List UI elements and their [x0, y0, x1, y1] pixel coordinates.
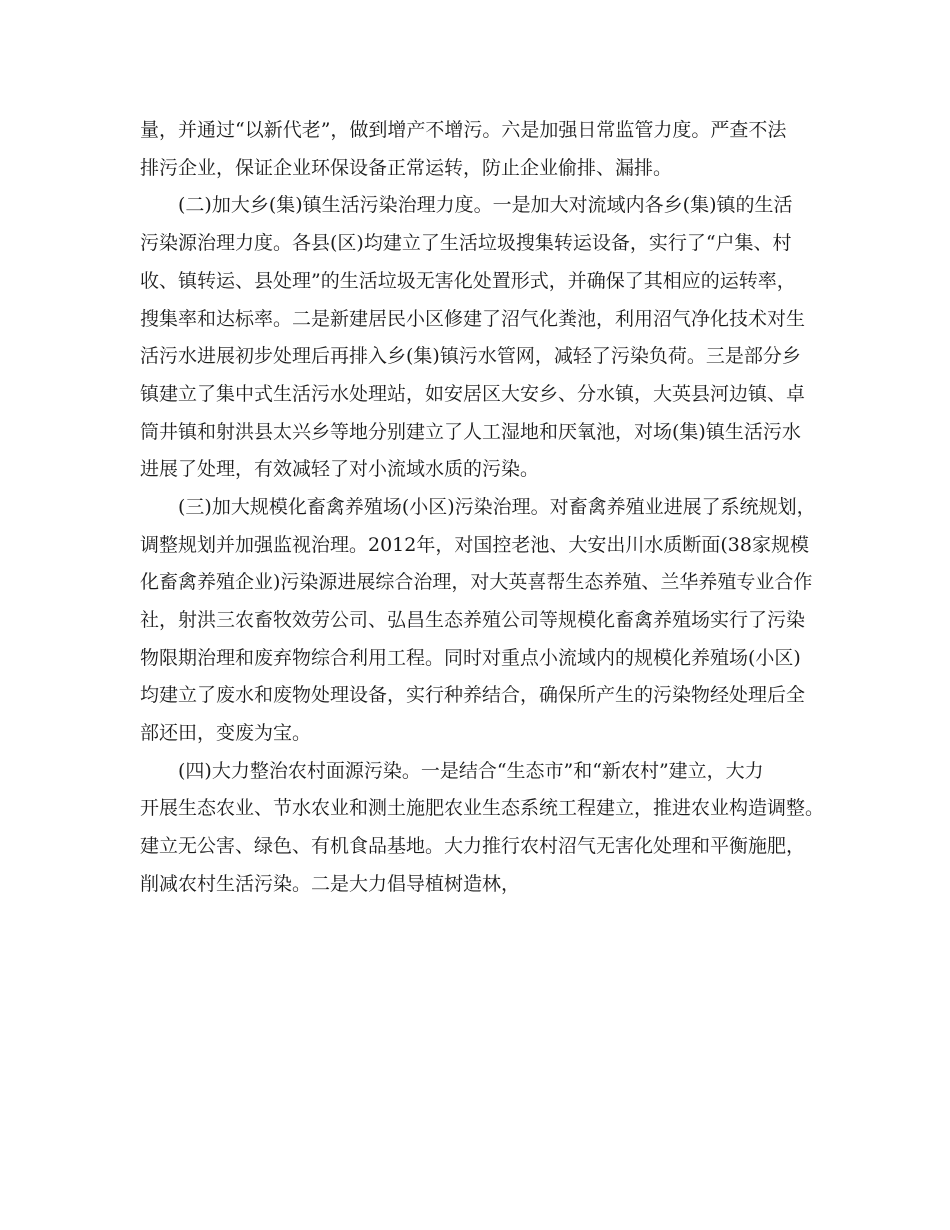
text-line: 部还田，变废为宝。	[140, 722, 312, 744]
text-line: 收、镇转运、县处理”的生活垃圾无害化处置形式，并确保了其相应的运转率，	[140, 270, 796, 292]
text-line: 搜集率和达标率。二是新建居民小区修建了沼气化粪池，利用沼气净化技术对生	[140, 308, 806, 330]
text-line: 均建立了废水和废物处理设备，实行种养结合，确保所产生的污染物经处理后全	[140, 684, 806, 706]
text-line: 化畜禽养殖企业)污染源进展综合治理，对大英喜帮生态养殖、兰华养殖专业合作	[140, 571, 813, 593]
text-line: 建立无公害、绿色、有机食品基地。大力推行农村沼气无害化处理和平衡施肥，	[140, 835, 806, 857]
text-line: 镇建立了集中式生活污水处理站，如安居区大安乡、分水镇，大英县河边镇、卓	[140, 383, 806, 405]
text-line: 进展了处理，有效减轻了对小流域水质的污染。	[140, 458, 540, 480]
text-line: 筒井镇和射洪县太兴乡等地分别建立了人工湿地和厌氧池，对场(集)镇生活污水	[140, 421, 801, 443]
paragraph-heading-line: (四)大力整治农村面源污染。一是结合“生态市”和“新农村”建立，大力	[178, 760, 764, 782]
text-line: 活污水进展初步处理后再排入乡(集)镇污水管网，减轻了污染负荷。三是部分乡	[140, 345, 801, 367]
text-line: 污染源治理力度。各县(区)均建立了生活垃圾搜集转运设备，实行了“户集、村	[140, 232, 792, 254]
paragraph-heading-line: (三)加大规模化畜禽养殖场(小区)污染治理。对畜禽养殖业进展了系统规划，	[178, 496, 816, 518]
paragraph-heading-line: (二)加大乡(集)镇生活污染治理力度。一是加大对流域内各乡(集)镇的生活	[178, 194, 793, 216]
text-line: 量，并通过“以新代老”，做到增产不增污。六是加强日常监管力度。严查不法	[140, 119, 787, 141]
text-line: 削减农村生活污染。二是大力倡导植树造林，	[140, 873, 521, 895]
text-line: 排污企业，保证企业环保设备正常运转，防止企业偷排、漏排。	[140, 157, 673, 179]
text-line: 社，射洪三农畜牧效劳公司、弘昌生态养殖公司等规模化畜禽养殖场实行了污染	[140, 609, 806, 631]
text-line: 调整规划并加强监视治理。2012年，对国控老池、大安出川水质断面(38家规模	[140, 534, 809, 556]
text-line: 开展生态农业、节水农业和测土施肥农业生态系统工程建立，推进农业构造调整。	[140, 797, 825, 819]
text-line: 物限期治理和废弃物综合利用工程。同时对重点小流域内的规模化养殖场(小区)	[140, 647, 801, 669]
